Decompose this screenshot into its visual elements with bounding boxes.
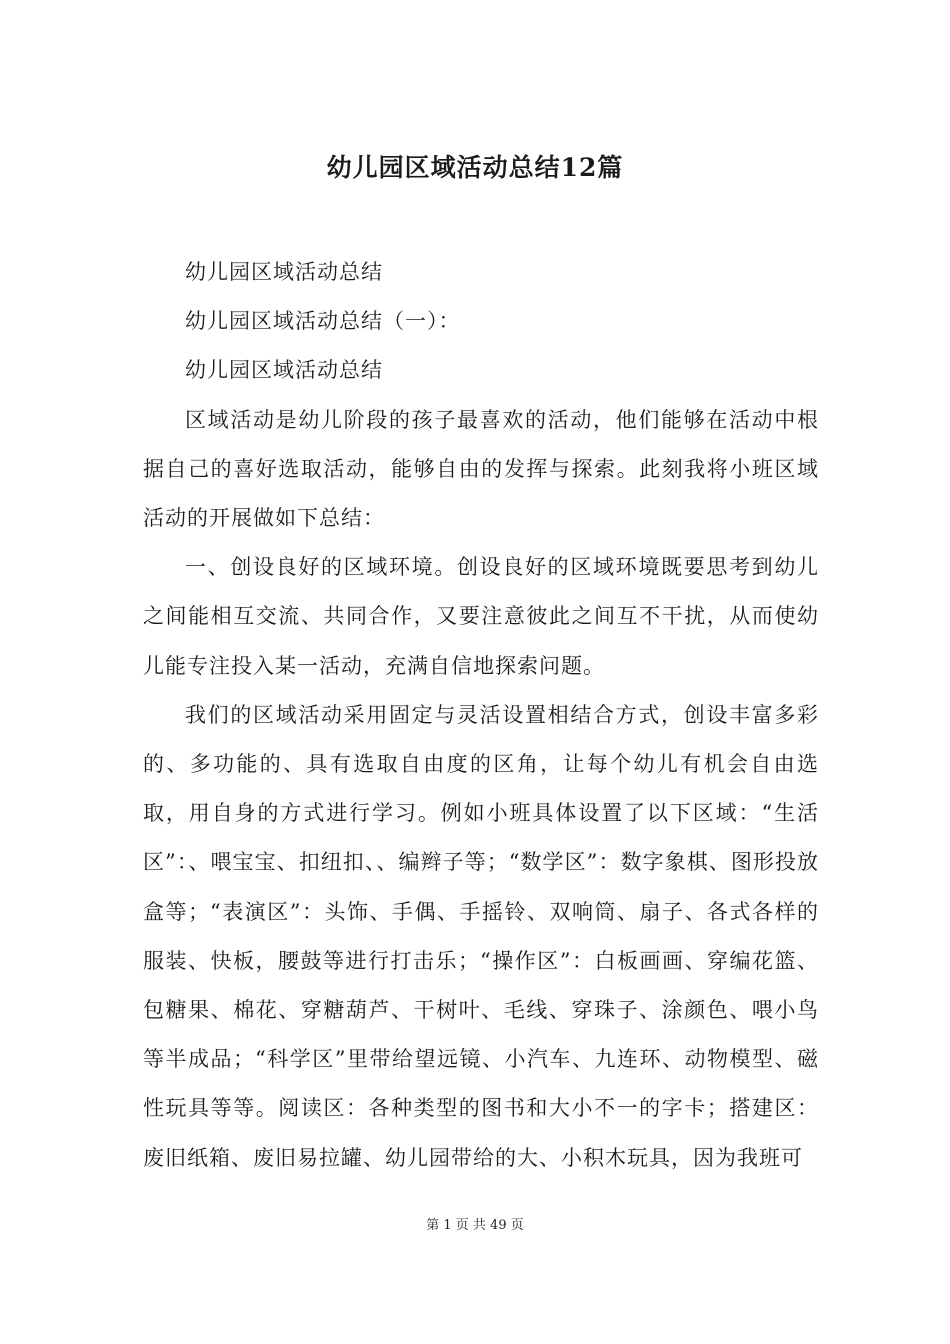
- paragraph-intro: 区域活动是幼儿阶段的孩子最喜欢的活动，他们能够在活动中根据自己的喜好选取活动，能够自由的发挥与探索。此刻我将小班区域活动的开展做如下总结：: [143, 407, 819, 531]
- paragraph-heading-2: 幼儿园区域活动总结（一）：: [185, 309, 461, 334]
- paragraph-heading-3: 幼儿园区域活动总结: [185, 358, 383, 383]
- page-number-footer: 第 1 页 共 49 页: [426, 1218, 524, 1233]
- paragraph-section-one: 一、创设良好的区域环境。创设良好的区域环境既要思考到幼儿之间能相互交流、共同合作，又要注意彼此之间互不干扰，从而使幼儿能专注投入某一活动，充满自信地探索问题。: [143, 555, 819, 678]
- document-title: 幼儿园区域活动总结12篇: [326, 153, 624, 182]
- paragraph-heading-1: 幼儿园区域活动总结: [185, 260, 383, 284]
- paragraph-areas: 我们的区域活动采用固定与灵活设置相结合方式，创设丰富多彩的、多功能的、具有选取自由度的区角，让每个幼儿有机会自由选取，用自身的方式进行学习。例如小班具体设置了以下区域：“生活区”：、喂宝宝、扣纽扣、、编辫子等；“数学区”：数字象棋、图形投放盒等；“表演区”：头饰、手偶、手摇铃、双响筒、扇子、各式各样的服装、快板，腰鼓等进行打击乐；“操作区”：白板画画、穿编花篮、包糖果、棉花、穿糖葫芦、干树叶、毛线、穿珠子、涂颜色、喂小鸟等半成品；“科学区”里带给望远镜、小汽车、九连环、动物模型、磁性玩具等等。阅读区：各种类型的图书和大小不一的字卡；搭建区：废旧纸箱、废旧易拉罐、幼儿园带给的大、小积木玩具，因为我班可: [143, 702, 819, 1170]
- document-body: [143, 248, 819, 1183]
